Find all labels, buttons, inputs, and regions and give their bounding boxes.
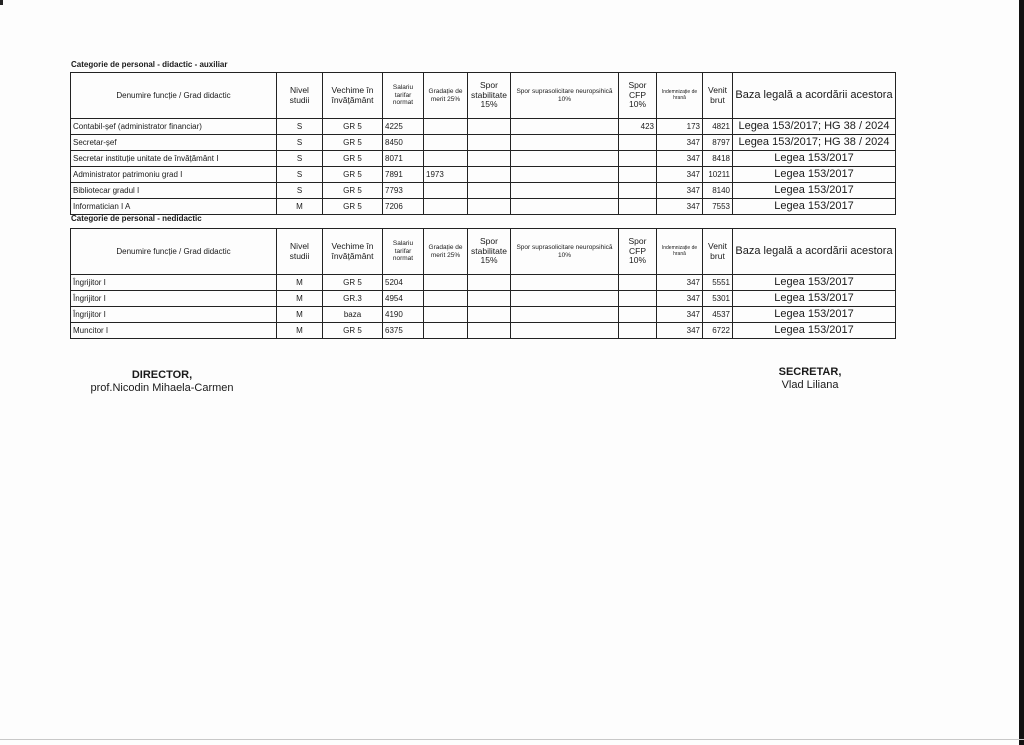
header-functie: Denumire funcție / Grad didactic [71,229,277,275]
cell-cfp [619,135,657,151]
cell-cfp [619,183,657,199]
cell-functie: Muncitor I [71,323,277,339]
header-gradatie: Gradație de merit 25% [424,73,468,119]
cell-salariu: 4225 [383,119,424,135]
secretary-signature [740,366,880,391]
header-suprasolicitare: Spor suprasolicitare neuropsihică 10% [511,73,619,119]
header-baza: Baza legală a acordării acestora [733,229,896,275]
cell-salariu: 8450 [383,135,424,151]
cell-stabilitate [468,323,511,339]
secretary-role: SECRETAR, [778,366,842,378]
cell-stabilitate [468,151,511,167]
cell-baza: Legea 153/2017 [733,275,896,291]
cell-suprasolicitare [511,183,619,199]
cell-vechime: GR 5 [323,151,383,167]
cell-venit: 4537 [703,307,733,323]
cell-vechime: GR 5 [323,167,383,183]
cell-cfp [619,323,657,339]
cell-hrana: 347 [657,183,703,199]
scan-edge [1019,0,1024,745]
salary-table-didactic-auxiliar [70,72,896,215]
cell-salariu: 7793 [383,183,424,199]
table-row [71,199,896,215]
cell-vechime: GR 5 [323,135,383,151]
cell-suprasolicitare [511,323,619,339]
cell-salariu: 6375 [383,323,424,339]
cell-salariu: 5204 [383,275,424,291]
cell-stabilitate [468,291,511,307]
cell-functie: Îngrijitor I [71,275,277,291]
header-vechime: Vechime în învățământ [323,73,383,119]
cell-functie: Administrator patrimoniu grad I [71,167,277,183]
cell-cfp [619,151,657,167]
header-nivel: Nivel studii [277,73,323,119]
table-row [71,323,896,339]
cell-baza: Legea 153/2017 [733,307,896,323]
cell-hrana: 347 [657,323,703,339]
cell-hrana: 347 [657,275,703,291]
cell-venit: 5551 [703,275,733,291]
cell-hrana: 173 [657,119,703,135]
header-cfp: Spor CFP 10% [619,229,657,275]
cell-venit: 8140 [703,183,733,199]
cell-baza: Legea 153/2017 [733,199,896,215]
cell-gradatie [424,323,468,339]
cell-nivel: M [277,323,323,339]
table-row [71,291,896,307]
cell-hrana: 347 [657,135,703,151]
director-name: prof.Nicodin Mihaela-Carmen [90,382,234,394]
cell-stabilitate [468,199,511,215]
cell-cfp [619,291,657,307]
cell-suprasolicitare [511,135,619,151]
scan-edge-bottom [0,739,1024,740]
cell-baza: Legea 153/2017 [733,291,896,307]
cell-stabilitate [468,167,511,183]
cell-nivel: M [277,307,323,323]
cell-functie: Secretar-șef [71,135,277,151]
cell-venit: 4821 [703,119,733,135]
header-venit: Venit brut [703,73,733,119]
cell-baza: Legea 153/2017 [733,323,896,339]
header-salariu: Salariu tarifar normat [383,229,424,275]
cell-functie: Bibliotecar gradul I [71,183,277,199]
cell-vechime: GR 5 [323,119,383,135]
cell-cfp [619,199,657,215]
cell-hrana: 347 [657,291,703,307]
cell-gradatie [424,199,468,215]
header-hrana: Indemnizație de hrană [657,229,703,275]
cell-cfp [619,307,657,323]
cell-suprasolicitare [511,199,619,215]
cell-cfp: 423 [619,119,657,135]
cell-vechime: GR 5 [323,323,383,339]
director-signature [72,369,252,394]
cell-hrana: 347 [657,167,703,183]
cell-venit: 8418 [703,151,733,167]
cell-vechime: GR 5 [323,275,383,291]
cell-salariu: 7891 [383,167,424,183]
cell-gradatie: 1973 [424,167,468,183]
cell-salariu: 7206 [383,199,424,215]
cell-venit: 7553 [703,199,733,215]
header-nivel: Nivel studii [277,229,323,275]
cell-gradatie [424,275,468,291]
cell-stabilitate [468,275,511,291]
cell-venit: 6722 [703,323,733,339]
cell-hrana: 347 [657,151,703,167]
cell-vechime: GR 5 [323,183,383,199]
table-header-row [71,229,896,275]
table-header-row [71,73,896,119]
header-suprasolicitare: Spor suprasolicitare neuropsihică 10% [511,229,619,275]
table-row [71,151,896,167]
cell-stabilitate [468,183,511,199]
cell-gradatie [424,135,468,151]
cell-suprasolicitare [511,307,619,323]
cell-stabilitate [468,119,511,135]
cell-gradatie [424,151,468,167]
cell-suprasolicitare [511,291,619,307]
section-title-nedidactic: Categorie de personal - nedidactic [71,214,202,223]
director-role: DIRECTOR, [131,369,193,381]
cell-salariu: 4954 [383,291,424,307]
cell-hrana: 347 [657,307,703,323]
header-baza: Baza legală a acordării acestora [733,73,896,119]
secretary-name: Vlad Liliana [781,379,839,391]
cell-baza: Legea 153/2017; HG 38 / 2024 [733,119,896,135]
cell-baza: Legea 153/2017 [733,183,896,199]
header-functie: Denumire funcție / Grad didactic [71,73,277,119]
cell-baza: Legea 153/2017; HG 38 / 2024 [733,135,896,151]
cell-nivel: M [277,199,323,215]
cell-functie: Informatician I A [71,199,277,215]
header-hrana: Indemnizație de hrană [657,73,703,119]
cell-nivel: M [277,291,323,307]
cell-venit: 5301 [703,291,733,307]
cell-hrana: 347 [657,199,703,215]
cell-suprasolicitare [511,167,619,183]
cell-nivel: S [277,135,323,151]
header-stabilitate: Spor stabilitate 15% [468,73,511,119]
cell-functie: Secretar instituție unitate de învățământ I [71,151,277,167]
cell-suprasolicitare [511,151,619,167]
cell-cfp [619,275,657,291]
header-gradatie: Gradație de merit 25% [424,229,468,275]
salary-table-nedidactic [70,228,896,339]
header-vechime: Vechime în învățământ [323,229,383,275]
header-salariu: Salariu tarifar normat [383,73,424,119]
scan-mark [0,0,3,5]
table-row [71,275,896,291]
cell-nivel: S [277,151,323,167]
cell-vechime: baza [323,307,383,323]
header-venit: Venit brut [703,229,733,275]
table-row [71,183,896,199]
cell-baza: Legea 153/2017 [733,167,896,183]
cell-functie: Contabil-șef (administrator financiar) [71,119,277,135]
cell-vechime: GR 5 [323,199,383,215]
cell-gradatie [424,291,468,307]
cell-suprasolicitare [511,275,619,291]
header-stabilitate: Spor stabilitate 15% [468,229,511,275]
cell-stabilitate [468,307,511,323]
cell-gradatie [424,183,468,199]
cell-venit: 10211 [703,167,733,183]
cell-suprasolicitare [511,119,619,135]
cell-nivel: S [277,183,323,199]
cell-nivel: S [277,119,323,135]
cell-functie: Îngrijitor I [71,291,277,307]
table-row [71,135,896,151]
cell-nivel: S [277,167,323,183]
cell-gradatie [424,119,468,135]
cell-venit: 8797 [703,135,733,151]
table-row [71,167,896,183]
cell-cfp [619,167,657,183]
cell-salariu: 8071 [383,151,424,167]
cell-nivel: M [277,275,323,291]
cell-baza: Legea 153/2017 [733,151,896,167]
cell-vechime: GR.3 [323,291,383,307]
cell-functie: Îngrijitor I [71,307,277,323]
cell-stabilitate [468,135,511,151]
table-row [71,119,896,135]
cell-salariu: 4190 [383,307,424,323]
header-cfp: Spor CFP 10% [619,73,657,119]
cell-gradatie [424,307,468,323]
table-row [71,307,896,323]
section-title-didactic-auxiliar: Categorie de personal - didactic - auxiliar [71,60,228,69]
